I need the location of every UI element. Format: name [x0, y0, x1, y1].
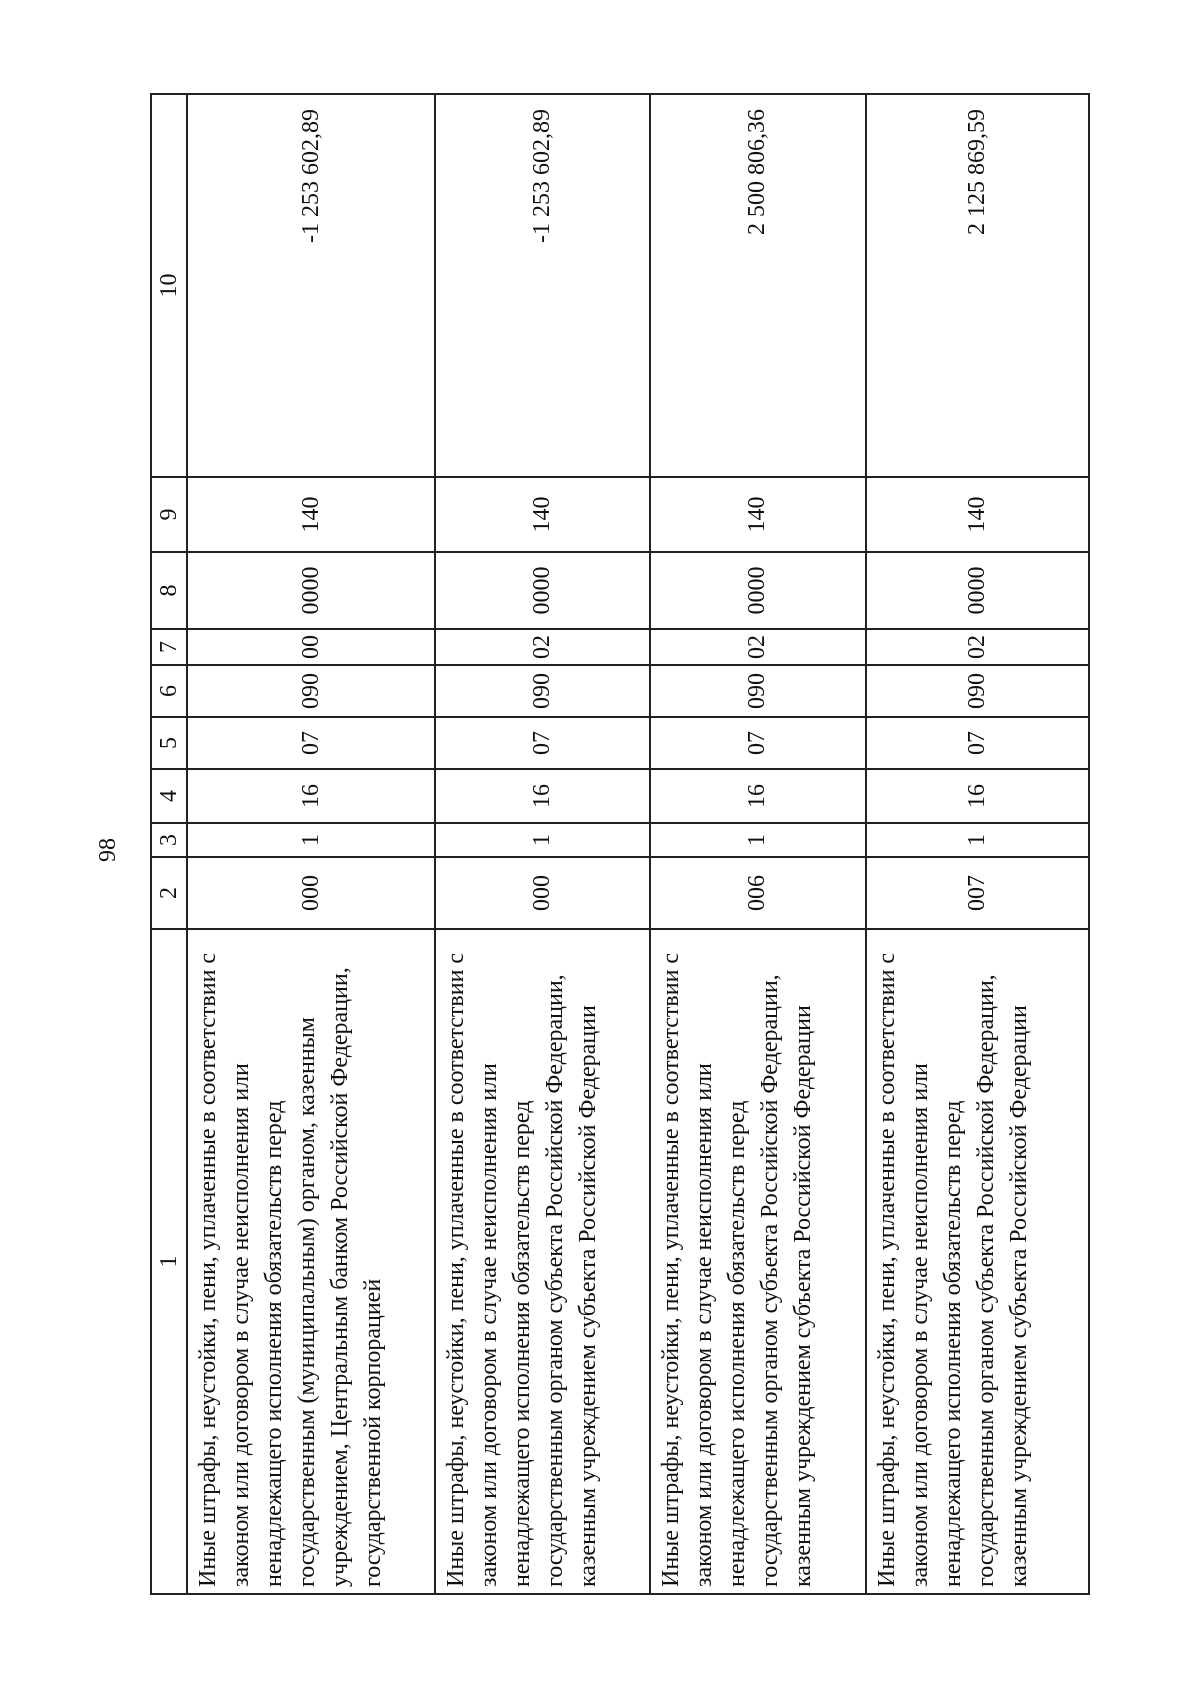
cell-col5: 07	[650, 717, 865, 769]
column-header-6: 6	[151, 665, 187, 717]
table-row	[187, 94, 435, 1594]
cell-col8: 0000	[435, 552, 650, 629]
column-header-8: 8	[151, 552, 187, 629]
cell-col8: 0000	[866, 552, 1089, 629]
row-description: Иные штрафы, неустойки, пени, уплаченные в соответствии с законом или договором в случае неисполнения или ненадлежащего исполнения обязательств перед государственным органом субъекта Российской Федерации, казенным учреждением субъекта Российской Федерации	[435, 929, 650, 1594]
cell-amount: 2 125 869,59	[866, 94, 1089, 477]
column-header-1: 1	[151, 929, 187, 1594]
cell-col5: 07	[435, 717, 650, 769]
cell-col3: 1	[866, 823, 1089, 857]
cell-col7: 02	[435, 629, 650, 665]
page-number: 98	[95, 838, 121, 862]
table-row	[435, 94, 650, 1594]
cell-col7: 00	[187, 629, 435, 665]
cell-col2: 007	[866, 857, 1089, 929]
cell-col3: 1	[435, 823, 650, 857]
column-header-2: 2	[151, 857, 187, 929]
cell-col4: 16	[866, 769, 1089, 823]
cell-amount: -1 253 602,89	[187, 94, 435, 477]
cell-amount: -1 253 602,89	[435, 94, 650, 477]
cell-col6: 090	[866, 665, 1089, 717]
column-header-9: 9	[151, 477, 187, 552]
column-header-10: 10	[151, 94, 187, 477]
cell-col2: 006	[650, 857, 865, 929]
cell-col9: 140	[866, 477, 1089, 552]
cell-col9: 140	[435, 477, 650, 552]
column-header-3: 3	[151, 823, 187, 857]
cell-col2: 000	[187, 857, 435, 929]
cell-col5: 07	[866, 717, 1089, 769]
cell-col8: 0000	[187, 552, 435, 629]
budget-table	[150, 93, 1090, 1595]
table-row	[866, 94, 1089, 1594]
row-description: Иные штрафы, неустойки, пени, уплаченные в соответствии с законом или договором в случае неисполнения или ненадлежащего исполнения обязательств перед государственным органом субъекта Российской Федерации, казенным учреждением субъекта Российской Федерации	[866, 929, 1089, 1594]
cell-col7: 02	[866, 629, 1089, 665]
cell-col4: 16	[435, 769, 650, 823]
cell-col7: 02	[650, 629, 865, 665]
cell-col9: 140	[187, 477, 435, 552]
cell-col3: 1	[650, 823, 865, 857]
cell-col2: 000	[435, 857, 650, 929]
column-header-4: 4	[151, 769, 187, 823]
cell-col6: 090	[650, 665, 865, 717]
cell-col6: 090	[187, 665, 435, 717]
column-header-7: 7	[151, 629, 187, 665]
cell-col6: 090	[435, 665, 650, 717]
header-row	[151, 94, 187, 1594]
cell-col5: 07	[187, 717, 435, 769]
row-description: Иные штрафы, неустойки, пени, уплаченные в соответствии с законом или договором в случае неисполнения или ненадлежащего исполнения обязательств перед государственным органом субъекта Российской Федерации, казенным учреждением субъекта Российской Федерации	[650, 929, 865, 1594]
row-description: Иные штрафы, неустойки, пени, уплаченные в соответствии с законом или договором в случае неисполнения или ненадлежащего исполнения обязательств перед государственным (муниципальным) органом, казенным учреждением, Центральным банком Российской Федерации, государственной корпорацией	[187, 929, 435, 1594]
cell-amount: 2 500 806,36	[650, 94, 865, 477]
table-row	[650, 94, 865, 1594]
column-header-5: 5	[151, 717, 187, 769]
cell-col4: 16	[187, 769, 435, 823]
rotated-table-container	[150, 95, 1090, 1595]
cell-col9: 140	[650, 477, 865, 552]
cell-col3: 1	[187, 823, 435, 857]
cell-col4: 16	[650, 769, 865, 823]
cell-col8: 0000	[650, 552, 865, 629]
